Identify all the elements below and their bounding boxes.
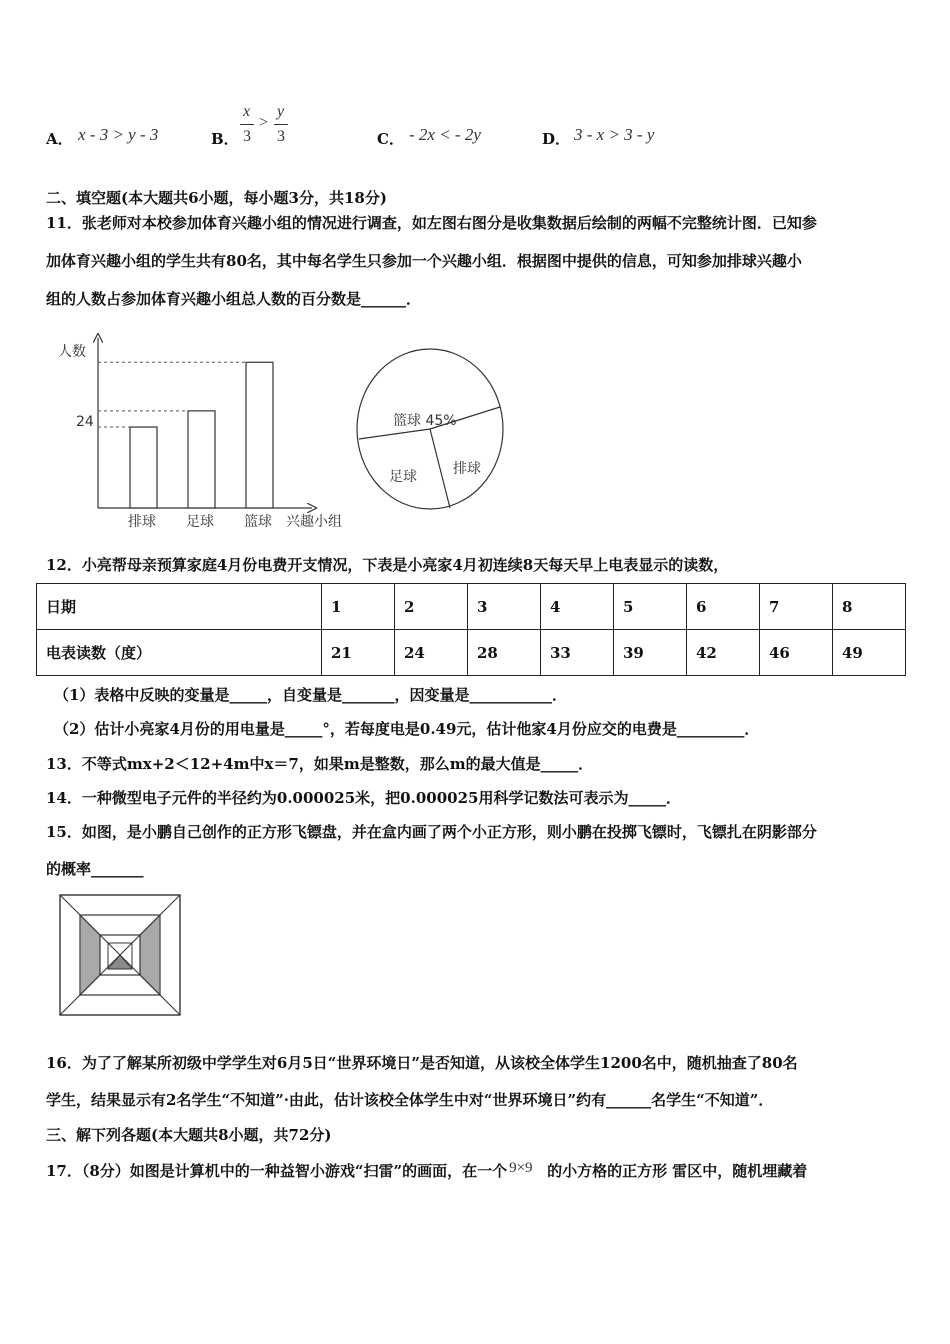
x-tick-label: 排球 (128, 514, 156, 530)
y-tick-label: 24 (76, 414, 94, 430)
q16-line-2: 学生，结果显示有2名学生“不知道”·由此，估计该校全体学生中对“世界环境日”约有______名学生“不知道”． (46, 1091, 774, 1109)
q15-line-2: 的概率_______ (46, 860, 144, 878)
q17-suffix: 的小方格的正方形 雷区中，随机埋藏着 (547, 1162, 808, 1180)
row-label-date: 日期 (37, 584, 322, 630)
q11-line-1: 11．张老师对本校参加体育兴趣小组的情况进行调查，如左图右图分是收集数据后绘制的两幅不完整统计图．已知参 (46, 214, 817, 232)
table-cell: 1 (322, 584, 395, 630)
bar-足球 (188, 411, 215, 508)
pie-label-basketball: 篮球 45% (393, 413, 457, 429)
q16-line-1: 16．为了了解某所初级中学学生对6月5日“世界环境日”是否知道，从该校全体学生1200名中，随机抽查了80名 (46, 1054, 798, 1072)
row-label-reading: 电表读数（度） (37, 630, 322, 676)
q17-grid-size: 9×9 (509, 1160, 533, 1176)
frac-bar (274, 124, 288, 125)
x-tick-label: 篮球 (244, 514, 272, 530)
option-a-letter: A． (46, 130, 73, 148)
table-cell: 24 (395, 630, 468, 676)
table-cell: 49 (833, 630, 906, 676)
table-cell: 6 (687, 584, 760, 630)
table-cell: 5 (614, 584, 687, 630)
table-cell: 28 (468, 630, 541, 676)
table-row (37, 630, 906, 676)
frac-bar (240, 124, 254, 125)
q12-intro: 12．小亮帮母亲预算家庭4月份电费开支情况，下表是小亮家4月初连续8天每天早上电表显示的读数， (46, 556, 729, 574)
frac-x-denominator: 3 (243, 128, 251, 145)
x-tick-label: 足球 (186, 514, 214, 530)
bar-chart (40, 330, 370, 535)
q17-line (46, 1160, 807, 1181)
x-axis-label: 兴趣小组 (286, 514, 342, 530)
frac-y-numerator: y (277, 103, 285, 120)
table-cell: 7 (760, 584, 833, 630)
table-cell: 4 (541, 584, 614, 630)
table-row (37, 584, 906, 630)
dartboard-figure (58, 893, 184, 1019)
table-cell: 3 (468, 584, 541, 630)
meter-reading-table (36, 583, 906, 676)
pie-label-volleyball: 排球 (453, 461, 481, 477)
bar-排球 (130, 427, 157, 508)
option-c-letter: C． (377, 130, 404, 148)
q13-text: 13．不等式mx+2＜12+4m中x＝7，如果m是整数，那么m的最大值是_____． (46, 755, 594, 773)
option-a-expr: x - 3 > y - 3 (78, 125, 159, 144)
section-2-title: 二、填空题(本大题共6小题，每小题3分，共18分) (46, 189, 387, 207)
q14-text: 14．一种微型电子元件的半径约为0.000025米，把0.000025用科学记数法可表示为_____． (46, 789, 681, 807)
q12-sub-2: （2）估计小亮家4月份的用电量是_____°，若每度电是0.49元，估计他家4月份应交的电费是_________． (54, 720, 760, 738)
q17-prefix: 17．（8分）如图是计算机中的一种益智小游戏“扫雷”的画面，在一个 (46, 1162, 508, 1180)
y-axis-label: 人数 (58, 344, 86, 360)
frac-y-denominator: 3 (277, 128, 285, 145)
frac-x-numerator: x (243, 103, 251, 120)
table-cell: 33 (541, 630, 614, 676)
section-3-title: 三、解下列各题(本大题共8小题，共72分) (46, 1126, 332, 1144)
option-d-letter: D． (542, 130, 571, 148)
option-c-expr: - 2x < - 2y (409, 125, 481, 144)
table-cell: 21 (322, 630, 395, 676)
bar-篮球 (246, 362, 273, 508)
table-cell: 42 (687, 630, 760, 676)
option-b-letter: B． (211, 130, 239, 148)
q12-sub-1: （1）表格中反映的变量是_____，自变量是_______，因变量是___________． (54, 686, 567, 704)
q11-line-3: 组的人数占参加体育兴趣小组总人数的百分数是______． (46, 290, 422, 308)
table-cell: 46 (760, 630, 833, 676)
q11-line-2: 加体育兴趣小组的学生共有80名，其中每名学生只参加一个兴趣小组．根据图中提供的信息，可知参加排球兴趣小 (46, 252, 802, 270)
table-cell: 39 (614, 630, 687, 676)
table-cell: 8 (833, 584, 906, 630)
option-d-expr: 3 - x > 3 - y (574, 125, 655, 144)
table-cell: 2 (395, 584, 468, 630)
pie-chart (355, 345, 515, 525)
pie-label-football: 足球 (389, 469, 417, 485)
greater-than-sign: > (259, 114, 269, 131)
q15-line-1: 15．如图，是小鹏自己创作的正方形飞镖盘，并在盒内画了两个小正方形，则小鹏在投掷飞镖时，飞镖扎在阴影部分 (46, 823, 817, 841)
